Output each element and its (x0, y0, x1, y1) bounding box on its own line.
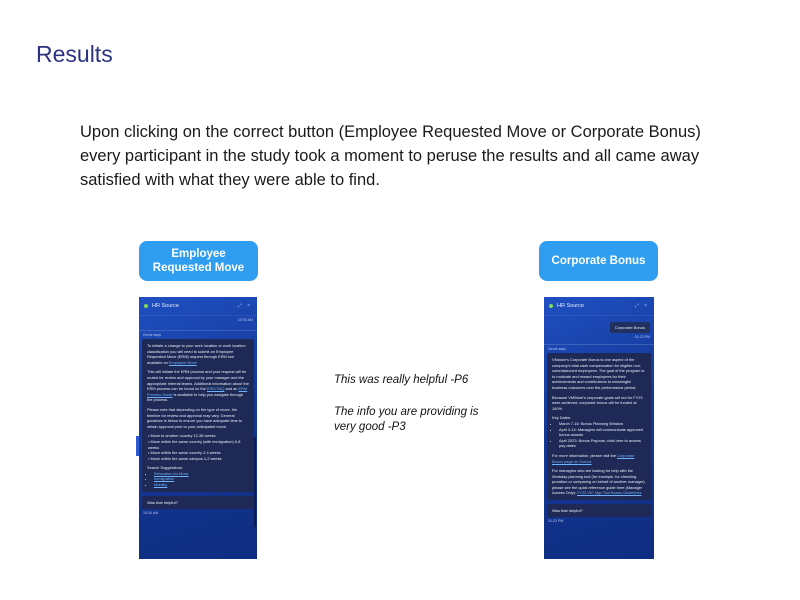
response-text: For more information, please visit the (552, 452, 617, 458)
user-message-bubble: Corporate Bonus (610, 322, 650, 333)
scrollbar[interactable] (254, 437, 256, 527)
response-link[interactable]: ERM FAQ (206, 386, 225, 392)
quote-p6: This was really helpful -P6 (334, 374, 469, 386)
side-tab-handle[interactable] (136, 436, 139, 456)
timestamp: 10:30 AM (237, 318, 253, 322)
helpful-prompt: Was that helpful? (547, 504, 651, 517)
sender-label: Genie says (139, 330, 257, 339)
list-item: • April 2023: Bonus Payouts; click here to access pay dates (559, 438, 646, 449)
suggestion-link[interactable]: Relocation for Move (154, 470, 189, 476)
chat-header (139, 297, 257, 316)
list-item: • March 7-16: Bonus Planning Window (559, 421, 646, 427)
suggestion-link[interactable]: Immigration (154, 476, 175, 482)
online-status-icon (549, 304, 553, 308)
suggestions-label: Search Suggestions: (147, 465, 183, 471)
window-controls-icon[interactable]: ⤢ × (237, 303, 252, 309)
list-item: • Move to another country 12-36 weeks (148, 433, 216, 439)
response-link[interactable]: Corporate Bonus page on Source (552, 452, 635, 464)
helpful-prompt: Was that helpful? (142, 496, 254, 509)
timestamp: 10:30 AM (143, 510, 159, 515)
response-text: To initiate a change to your work location or work location classification you will need to submit an Employee Requested Move (ERM) request through ERM tool available on (147, 343, 246, 365)
response-text: This will initiate the ERM process and your request will be routed for review and approval by your manager and the appropriate internal teams. Additional information about the ERM process can be found on the (147, 369, 249, 392)
corporate-bonus-button[interactable]: Corporate Bonus (539, 241, 658, 281)
chat-response-bubble (547, 353, 651, 500)
intro-paragraph: Upon clicking on the correct button (Employee Requested Move or Corporate Bonus) every participant in the study took a moment to peruse the results and all came away satisfied with what they were able to find. (80, 123, 701, 189)
suggestion-link[interactable]: Mobility (154, 482, 168, 488)
response-text: VMware's Corporate Bonus is one aspect of the company's total cash compensation for eligible non-commissioned employees. The goal of the program is to motivate and reward employees for their achievements and contributions to meaningful business outcomes over the performance period. (552, 357, 645, 390)
online-status-icon (144, 304, 148, 308)
chat-window-bonus (544, 297, 654, 559)
response-text: and an (225, 386, 238, 392)
chat-window-erm (139, 297, 257, 559)
quote-p3: The info you are providing is very good -P3 (334, 406, 479, 433)
response-text: Because VMWare's corporate goals set out for FY23 were achieved, corporate bonus will be funded at 100%. (552, 394, 643, 411)
key-dates-label: Key Dates: (552, 415, 572, 421)
list-item: • Move within the same campus 1-2 weeks (148, 455, 222, 461)
page-title: Results (36, 41, 113, 67)
timestamp: 01:23 PM (634, 335, 650, 339)
chat-response-bubble (142, 339, 254, 492)
timestamp: 01:23 PM (548, 519, 564, 524)
list-item: • Move within the same country (with immigration) 6-8 weeks (148, 438, 241, 450)
list-item: • Move within the same country 2-4 weeks (148, 450, 221, 456)
chat-header-title: HR Source (152, 303, 179, 309)
sender-label: Genie says (544, 344, 654, 353)
window-controls-icon[interactable]: ⤢ × (634, 303, 649, 309)
employee-requested-move-button[interactable]: Employee Requested Move (139, 241, 258, 281)
response-link[interactable]: ERM Process Guide (147, 386, 248, 397)
response-text: For managers who are looking for help with the Workday planning tool (for example, for checking proration or comparing on behalf of another manager), please see the quick reference guide here (Manager Access Only): (552, 468, 646, 496)
response-text: is available to help you navigate through the process. (147, 391, 244, 403)
list-item: • April 3-14: Managers will communicate approved bonus awards (559, 427, 646, 438)
chat-header-title: HR Source (557, 303, 584, 309)
response-link[interactable]: FY23 VIC Mgr Tool Bonus Guidelines (577, 490, 642, 496)
response-link[interactable]: Employee Move (168, 359, 197, 365)
chat-header (544, 297, 654, 316)
response-text: Please note that depending on the type of move, the timeline for review and approval may vary. General guidance is below to ensure you have adequate time to obtain approval prior to your anticipated move. (147, 406, 243, 429)
